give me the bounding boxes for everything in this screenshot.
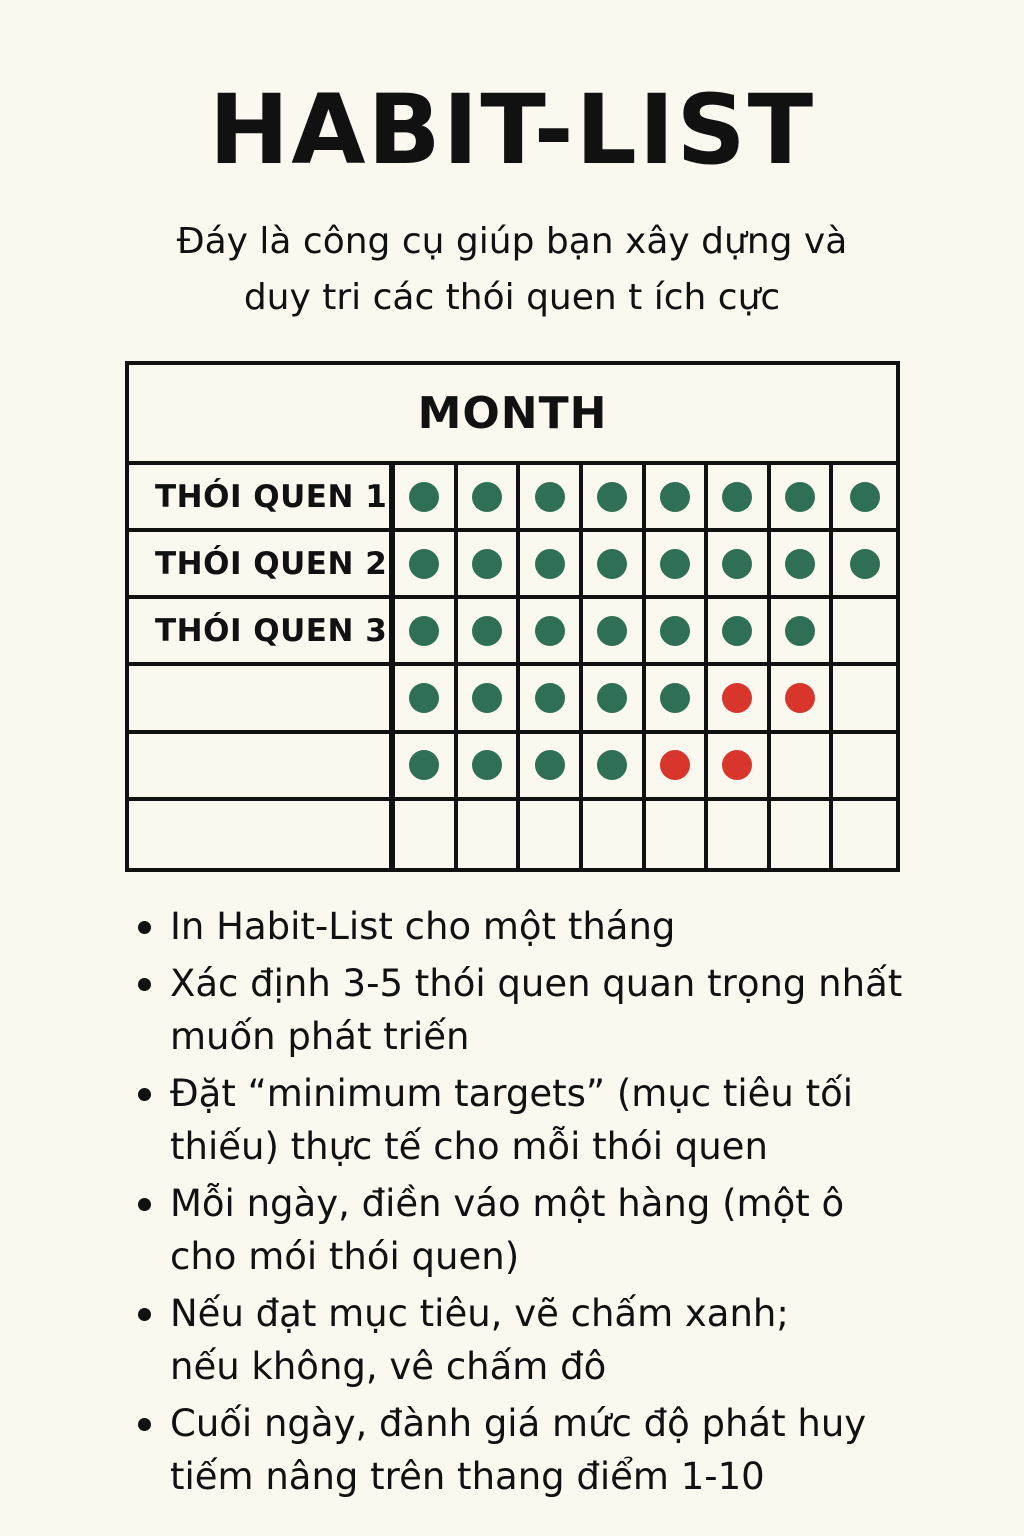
green-dot-icon (597, 549, 627, 579)
instruction-item (136, 1287, 996, 1393)
instruction-text: Nếu đạt mục tiêu, vẽ chấm xanh; (170, 1292, 789, 1335)
instruction-text: Đặt “minimum targets” (mục tiêu tối (170, 1072, 854, 1115)
day-cell[interactable] (520, 465, 583, 532)
day-cell[interactable] (458, 734, 521, 801)
instruction-item (136, 1397, 996, 1503)
day-cell[interactable] (833, 465, 896, 532)
day-cell[interactable] (583, 666, 646, 733)
subtitle-line: Đáy là công cụ giúp bạn xây dựng và (176, 221, 848, 262)
day-cell[interactable] (708, 666, 771, 733)
day-cell[interactable] (520, 666, 583, 733)
day-cell[interactable] (771, 465, 834, 532)
instruction-text: Mỗi ngày, điền váo một hàng (một ô (170, 1182, 845, 1225)
green-dot-icon (535, 616, 565, 646)
instruction-text: nếu không, vê chấm đô (170, 1345, 607, 1388)
green-dot-icon (535, 683, 565, 713)
subtitle (0, 214, 1024, 326)
green-dot-icon (722, 482, 752, 512)
green-dot-icon (409, 616, 439, 646)
instruction-text: Cuối ngày, đành giá mức độ phát huy (170, 1402, 867, 1445)
green-dot-icon (850, 549, 880, 579)
instruction-item (136, 1067, 996, 1173)
day-cell[interactable] (520, 801, 583, 868)
instructions-list (136, 900, 996, 1507)
day-cell[interactable] (708, 801, 771, 868)
bullet-icon (138, 978, 151, 991)
instruction-text: muốn phát triến (170, 1015, 470, 1058)
instruction-item (136, 957, 996, 1063)
green-dot-icon (597, 683, 627, 713)
day-cell[interactable] (458, 465, 521, 532)
day-cell[interactable] (833, 532, 896, 599)
day-cell[interactable] (458, 801, 521, 868)
day-cell[interactable] (395, 532, 458, 599)
day-cell[interactable] (833, 666, 896, 733)
day-cell[interactable] (458, 532, 521, 599)
day-cell[interactable] (583, 599, 646, 666)
habit-label-cell (129, 666, 395, 733)
green-dot-icon (785, 616, 815, 646)
instruction-text: In Habit-List cho một tháng (170, 905, 676, 948)
green-dot-icon (785, 482, 815, 512)
day-cell[interactable] (833, 734, 896, 801)
green-dot-icon (535, 482, 565, 512)
instruction-text: thiếu) thực tế cho mỗi thói quen (170, 1125, 768, 1168)
instruction-text: tiếm nâng trên thang điểm 1-10 (170, 1455, 765, 1498)
habit-label-cell (129, 734, 395, 801)
green-dot-icon (535, 750, 565, 780)
green-dot-icon (660, 683, 690, 713)
green-dot-icon (535, 549, 565, 579)
day-cell[interactable] (646, 465, 709, 532)
habit-grid (129, 465, 896, 868)
green-dot-icon (472, 683, 502, 713)
day-cell[interactable] (520, 599, 583, 666)
month-header: MONTH (129, 365, 896, 465)
red-dot-icon (722, 683, 752, 713)
instruction-item (136, 1177, 996, 1283)
day-cell[interactable] (646, 801, 709, 868)
day-cell[interactable] (833, 801, 896, 868)
day-cell[interactable] (708, 599, 771, 666)
habit-label-cell: THÓI QUEN 1 (129, 465, 395, 532)
green-dot-icon (597, 482, 627, 512)
day-cell[interactable] (583, 801, 646, 868)
bullet-icon (138, 1198, 151, 1211)
day-cell[interactable] (646, 532, 709, 599)
green-dot-icon (472, 750, 502, 780)
day-cell[interactable] (771, 599, 834, 666)
green-dot-icon (409, 482, 439, 512)
habit-label-cell: THÓI QUEN 3 (129, 599, 395, 666)
green-dot-icon (660, 549, 690, 579)
day-cell[interactable] (771, 666, 834, 733)
red-dot-icon (785, 683, 815, 713)
day-cell[interactable] (395, 734, 458, 801)
day-cell[interactable] (583, 465, 646, 532)
green-dot-icon (472, 616, 502, 646)
green-dot-icon (850, 482, 880, 512)
green-dot-icon (409, 549, 439, 579)
day-cell[interactable] (583, 734, 646, 801)
instruction-item (136, 900, 996, 953)
day-cell[interactable] (708, 532, 771, 599)
red-dot-icon (722, 750, 752, 780)
green-dot-icon (597, 750, 627, 780)
bullet-icon (138, 1418, 151, 1431)
green-dot-icon (660, 616, 690, 646)
day-cell[interactable] (395, 465, 458, 532)
day-cell[interactable] (583, 532, 646, 599)
habit-label-cell (129, 801, 395, 868)
day-cell[interactable] (646, 599, 709, 666)
green-dot-icon (409, 683, 439, 713)
day-cell[interactable] (708, 734, 771, 801)
subtitle-line: duy tri các thói quen t ích cực (243, 277, 781, 318)
instruction-text: cho mói thói quen) (170, 1235, 520, 1278)
bullet-icon (138, 1308, 151, 1321)
day-cell[interactable] (520, 734, 583, 801)
habit-label-cell: THÓI QUEN 2 (129, 532, 395, 599)
bullet-icon (138, 1088, 151, 1101)
day-cell[interactable] (646, 666, 709, 733)
day-cell[interactable] (458, 666, 521, 733)
day-cell[interactable] (395, 666, 458, 733)
bullet-icon (138, 921, 151, 934)
day-cell[interactable] (646, 734, 709, 801)
day-cell[interactable] (771, 801, 834, 868)
green-dot-icon (597, 616, 627, 646)
green-dot-icon (660, 482, 690, 512)
green-dot-icon (472, 549, 502, 579)
green-dot-icon (472, 482, 502, 512)
day-cell[interactable] (833, 599, 896, 666)
green-dot-icon (409, 750, 439, 780)
instruction-text: Xác định 3-5 thói quen quan trọng nhất (170, 962, 903, 1005)
page-title: HABIT-LIST (208, 74, 816, 186)
day-cell[interactable] (771, 734, 834, 801)
day-cell[interactable] (771, 532, 834, 599)
habit-tracker-table (125, 361, 900, 872)
day-cell[interactable] (520, 532, 583, 599)
day-cell[interactable] (708, 465, 771, 532)
green-dot-icon (722, 549, 752, 579)
green-dot-icon (785, 549, 815, 579)
day-cell[interactable] (395, 801, 458, 868)
day-cell[interactable] (458, 599, 521, 666)
red-dot-icon (660, 750, 690, 780)
day-cell[interactable] (395, 599, 458, 666)
green-dot-icon (722, 616, 752, 646)
